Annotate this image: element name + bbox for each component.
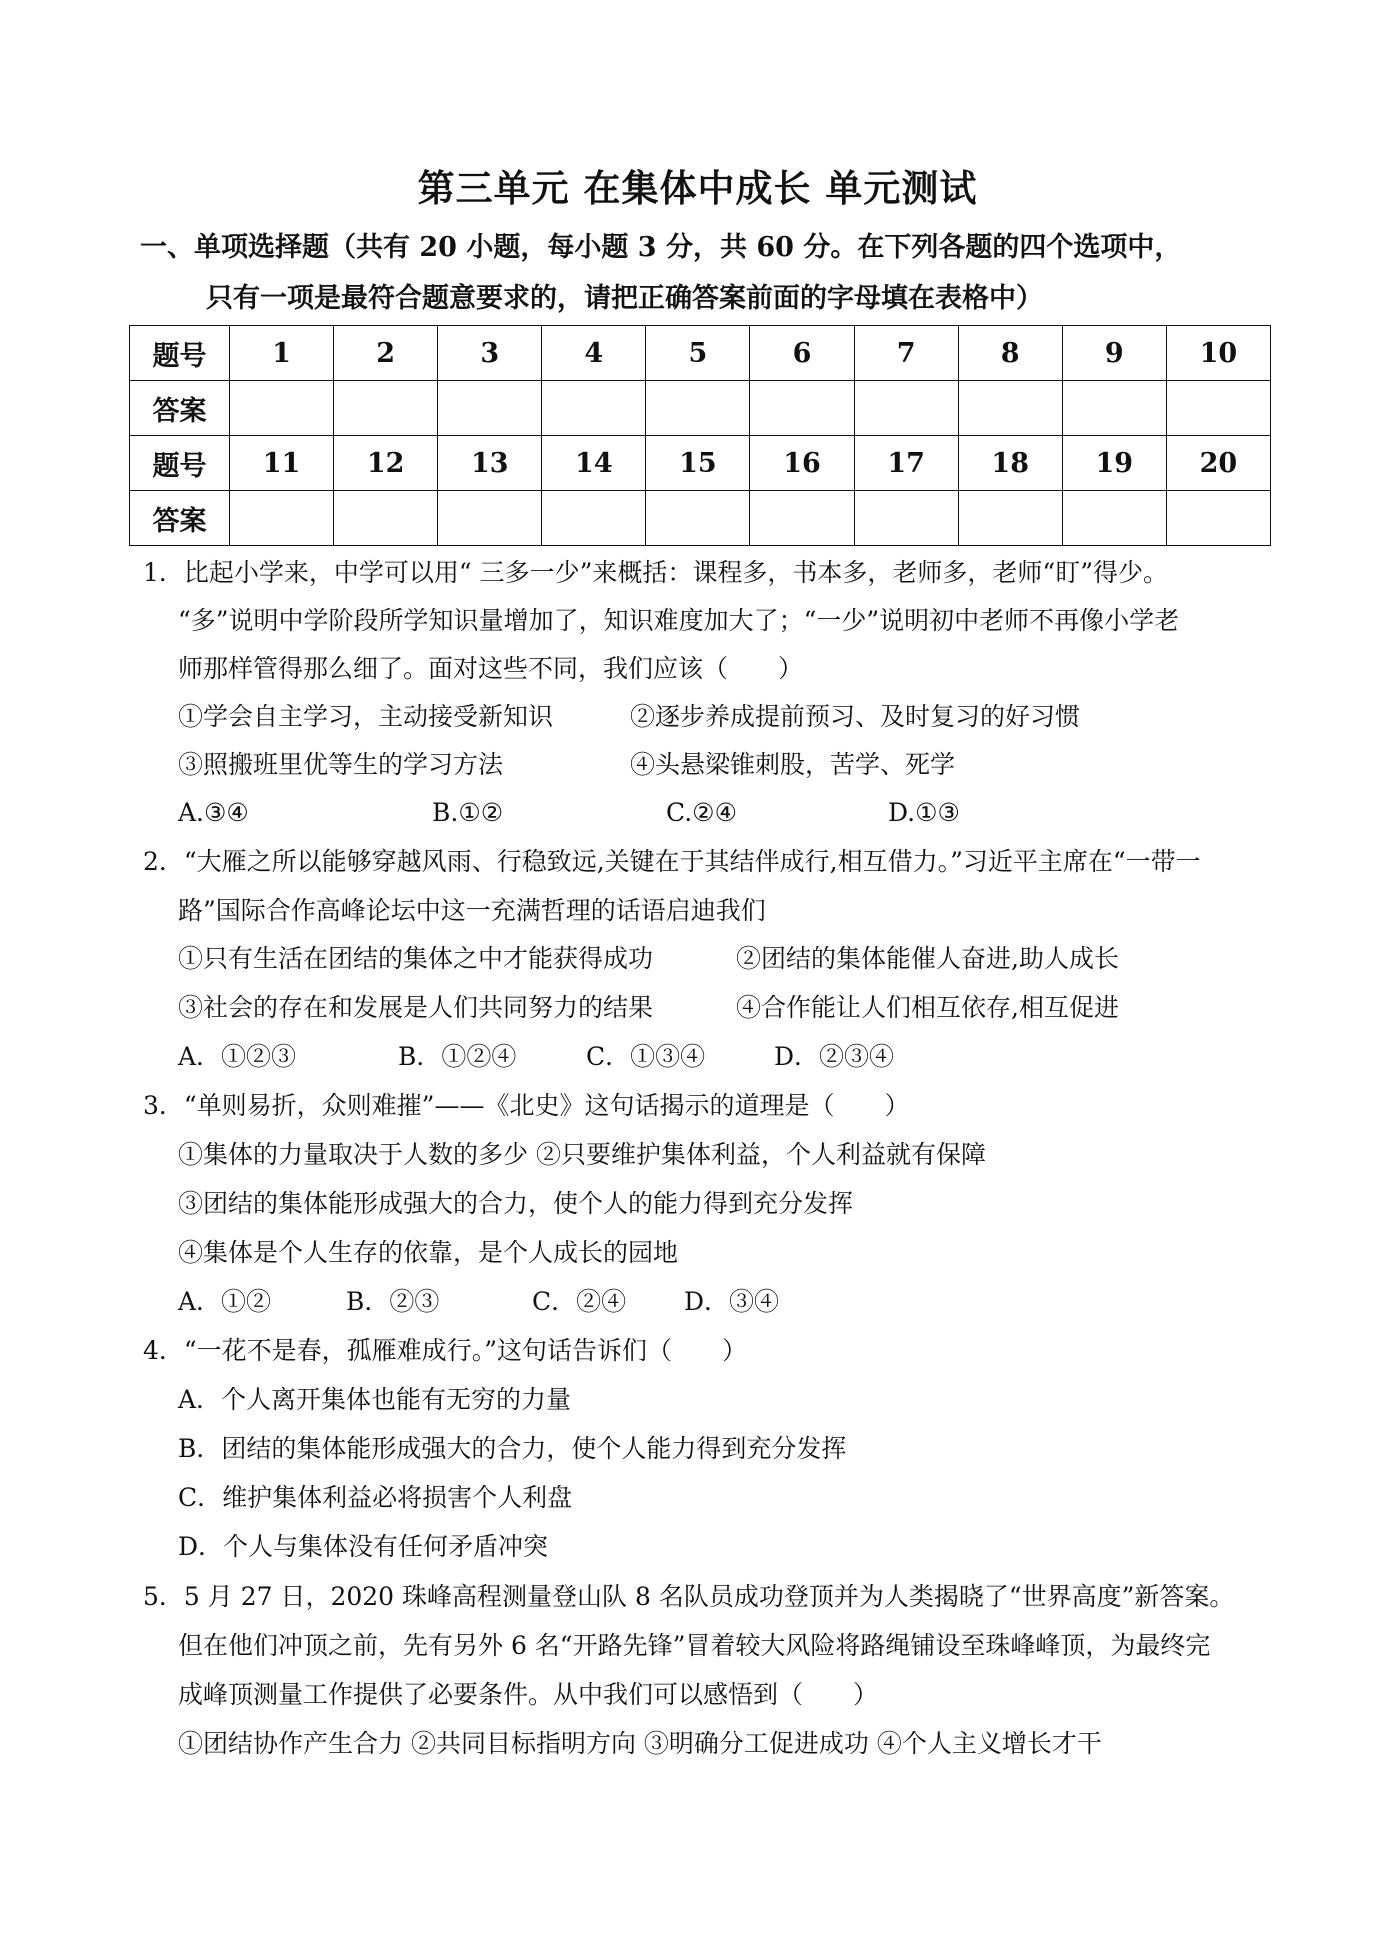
question-1-option[interactable]: C.②④ xyxy=(666,798,738,827)
answer-cell[interactable] xyxy=(854,381,958,436)
answer-cell[interactable] xyxy=(334,491,438,546)
question-3-statement: ④集体是个人生存的依靠，是个人成长的园地 xyxy=(178,1238,679,1267)
question-2-line: 路”国际合作高峰论坛中这一充满哲理的话语启迪我们 xyxy=(178,896,766,925)
question-number: 3 xyxy=(438,326,542,381)
question-5-statements: ①团结协作产生合力 ②共同目标指明方向 ③明确分工促进成功 ④个人主义增长才干 xyxy=(178,1729,1102,1758)
question-3-option[interactable]: D．③④ xyxy=(684,1287,780,1316)
question-4-choice[interactable]: A．个人离开集体也能有无穷的力量 xyxy=(178,1385,572,1414)
table-header-label: 题号 xyxy=(130,436,230,491)
question-4-choice[interactable]: C．维护集体利益必将损害个人利盘 xyxy=(178,1483,573,1512)
question-5-line: 成峰顶测量工作提供了必要条件。从中我们可以感悟到（ ） xyxy=(178,1680,879,1709)
question-4-choice[interactable]: D．个人与集体没有任何矛盾冲突 xyxy=(178,1532,549,1561)
section-heading-line-1: 一、单项选择题（共有 20 小题，每小题 3 分，共 60 分。在下列各题的四个选项中， xyxy=(140,232,1182,263)
question-2-option[interactable]: A．①②③ xyxy=(178,1042,297,1071)
question-5-line: 5．5 月 27 日，2020 珠峰高程测量登山队 8 名队员成功登顶并为人类揭晓了“世界高度”新答案。 xyxy=(143,1582,1235,1611)
question-number: 5 xyxy=(646,326,750,381)
question-number: 11 xyxy=(230,436,334,491)
answer-table xyxy=(129,325,1271,546)
question-1-statement: ②逐步养成提前预习、及时复习的好习惯 xyxy=(630,702,1081,731)
page-title: 第三单元 在集体中成长 单元测试 xyxy=(417,166,978,210)
question-3-option[interactable]: C．②④ xyxy=(532,1287,627,1316)
answer-cell[interactable] xyxy=(750,491,854,546)
question-2-statement: ①只有生活在团结的集体之中才能获得成功 xyxy=(178,944,654,973)
question-number: 6 xyxy=(750,326,854,381)
question-number: 20 xyxy=(1166,436,1270,491)
answer-cell[interactable] xyxy=(958,381,1062,436)
answer-cell[interactable] xyxy=(646,381,750,436)
question-number: 15 xyxy=(646,436,750,491)
question-3-option[interactable]: A．①② xyxy=(178,1287,272,1316)
question-number: 16 xyxy=(750,436,854,491)
question-2-statement: ④合作能让人们相互依存,相互促进 xyxy=(736,993,1119,1022)
question-1-line: 师那样管得那么细了。面对这些不同，我们应该（ ） xyxy=(178,654,804,683)
answer-cell[interactable] xyxy=(1166,491,1270,546)
question-number: 17 xyxy=(854,436,958,491)
question-2-option[interactable]: C．①③④ xyxy=(586,1042,706,1071)
table-row xyxy=(130,491,1271,546)
question-2-option[interactable]: D．②③④ xyxy=(774,1042,895,1071)
question-1-statement: ③照搬班里优等生的学习方法 xyxy=(178,750,504,779)
answer-cell[interactable] xyxy=(958,491,1062,546)
question-2-line: 2．“大雁之所以能够穿越风雨、行稳致远,关键在于其结伴成行,相互借力。”习近平主席在“一带一 xyxy=(143,847,1201,876)
answer-cell[interactable] xyxy=(230,491,334,546)
question-1-option[interactable]: D.①③ xyxy=(888,798,960,827)
answer-cell[interactable] xyxy=(542,381,646,436)
answer-cell[interactable] xyxy=(1062,381,1166,436)
answer-cell[interactable] xyxy=(334,381,438,436)
question-1-option[interactable]: A.③④ xyxy=(178,798,249,827)
question-number: 4 xyxy=(542,326,646,381)
question-number: 9 xyxy=(1062,326,1166,381)
question-number: 18 xyxy=(958,436,1062,491)
answer-cell[interactable] xyxy=(438,381,542,436)
table-row xyxy=(130,436,1271,491)
question-number: 2 xyxy=(334,326,438,381)
question-number: 12 xyxy=(334,436,438,491)
question-number: 7 xyxy=(854,326,958,381)
question-3-option[interactable]: B．②③ xyxy=(346,1287,440,1316)
question-number: 13 xyxy=(438,436,542,491)
question-5-line: 但在他们冲顶之前，先有另外 6 名“开路先锋”冒着较大风险将路绳铺设至珠峰峰顶，为最终完 xyxy=(178,1631,1211,1660)
answer-cell[interactable] xyxy=(1166,381,1270,436)
section-heading-line-2: 只有一项是最符合题意要求的，请把正确答案前面的字母填在表格中） xyxy=(206,283,1043,314)
question-number: 14 xyxy=(542,436,646,491)
question-1-line: 1．比起小学来，中学可以用“ 三多一少”来概括：课程多，书本多，老师多，老师“盯”得少。 xyxy=(143,558,1168,587)
answer-cell[interactable] xyxy=(646,491,750,546)
question-1-statement: ④头悬梁锥刺股，苦学、死学 xyxy=(630,750,956,779)
table-answer-label: 答案 xyxy=(130,381,230,436)
answer-cell[interactable] xyxy=(542,491,646,546)
question-2-option[interactable]: B．①②④ xyxy=(398,1042,517,1071)
question-3-statement: ①集体的力量取决于人数的多少 ②只要维护集体利益，个人利益就有保障 xyxy=(178,1140,986,1169)
question-3-line: 3．“单则易折，众则难摧”——《北史》这句话揭示的道理是（ ） xyxy=(143,1091,910,1120)
question-number: 19 xyxy=(1062,436,1166,491)
question-2-statement: ③社会的存在和发展是人们共同努力的结果 xyxy=(178,993,654,1022)
question-number: 1 xyxy=(230,326,334,381)
answer-cell[interactable] xyxy=(854,491,958,546)
question-1-statement: ①学会自主学习，主动接受新知识 xyxy=(178,702,554,731)
question-4-line: 4．“一花不是春，孤雁难成行。”这句话告诉们（ ） xyxy=(143,1336,747,1365)
table-header-label: 题号 xyxy=(130,326,230,381)
answer-cell[interactable] xyxy=(438,491,542,546)
question-1-line: “多”说明中学阶段所学知识量增加了，知识难度加大了；“一少”说明初中老师不再像小学老 xyxy=(178,606,1180,635)
table-row xyxy=(130,326,1271,381)
question-number: 8 xyxy=(958,326,1062,381)
question-4-choice[interactable]: B．团结的集体能形成强大的合力，使个人能力得到充分发挥 xyxy=(178,1434,847,1463)
table-row xyxy=(130,381,1271,436)
question-1-option[interactable]: B.①② xyxy=(432,798,504,827)
question-3-statement: ③团结的集体能形成强大的合力，使个人的能力得到充分发挥 xyxy=(178,1189,854,1218)
table-answer-label: 答案 xyxy=(130,491,230,546)
answer-cell[interactable] xyxy=(750,381,854,436)
question-2-statement: ②团结的集体能催人奋进,助人成长 xyxy=(736,944,1119,973)
answer-cell[interactable] xyxy=(1062,491,1166,546)
answer-cell[interactable] xyxy=(230,381,334,436)
question-number: 10 xyxy=(1166,326,1270,381)
